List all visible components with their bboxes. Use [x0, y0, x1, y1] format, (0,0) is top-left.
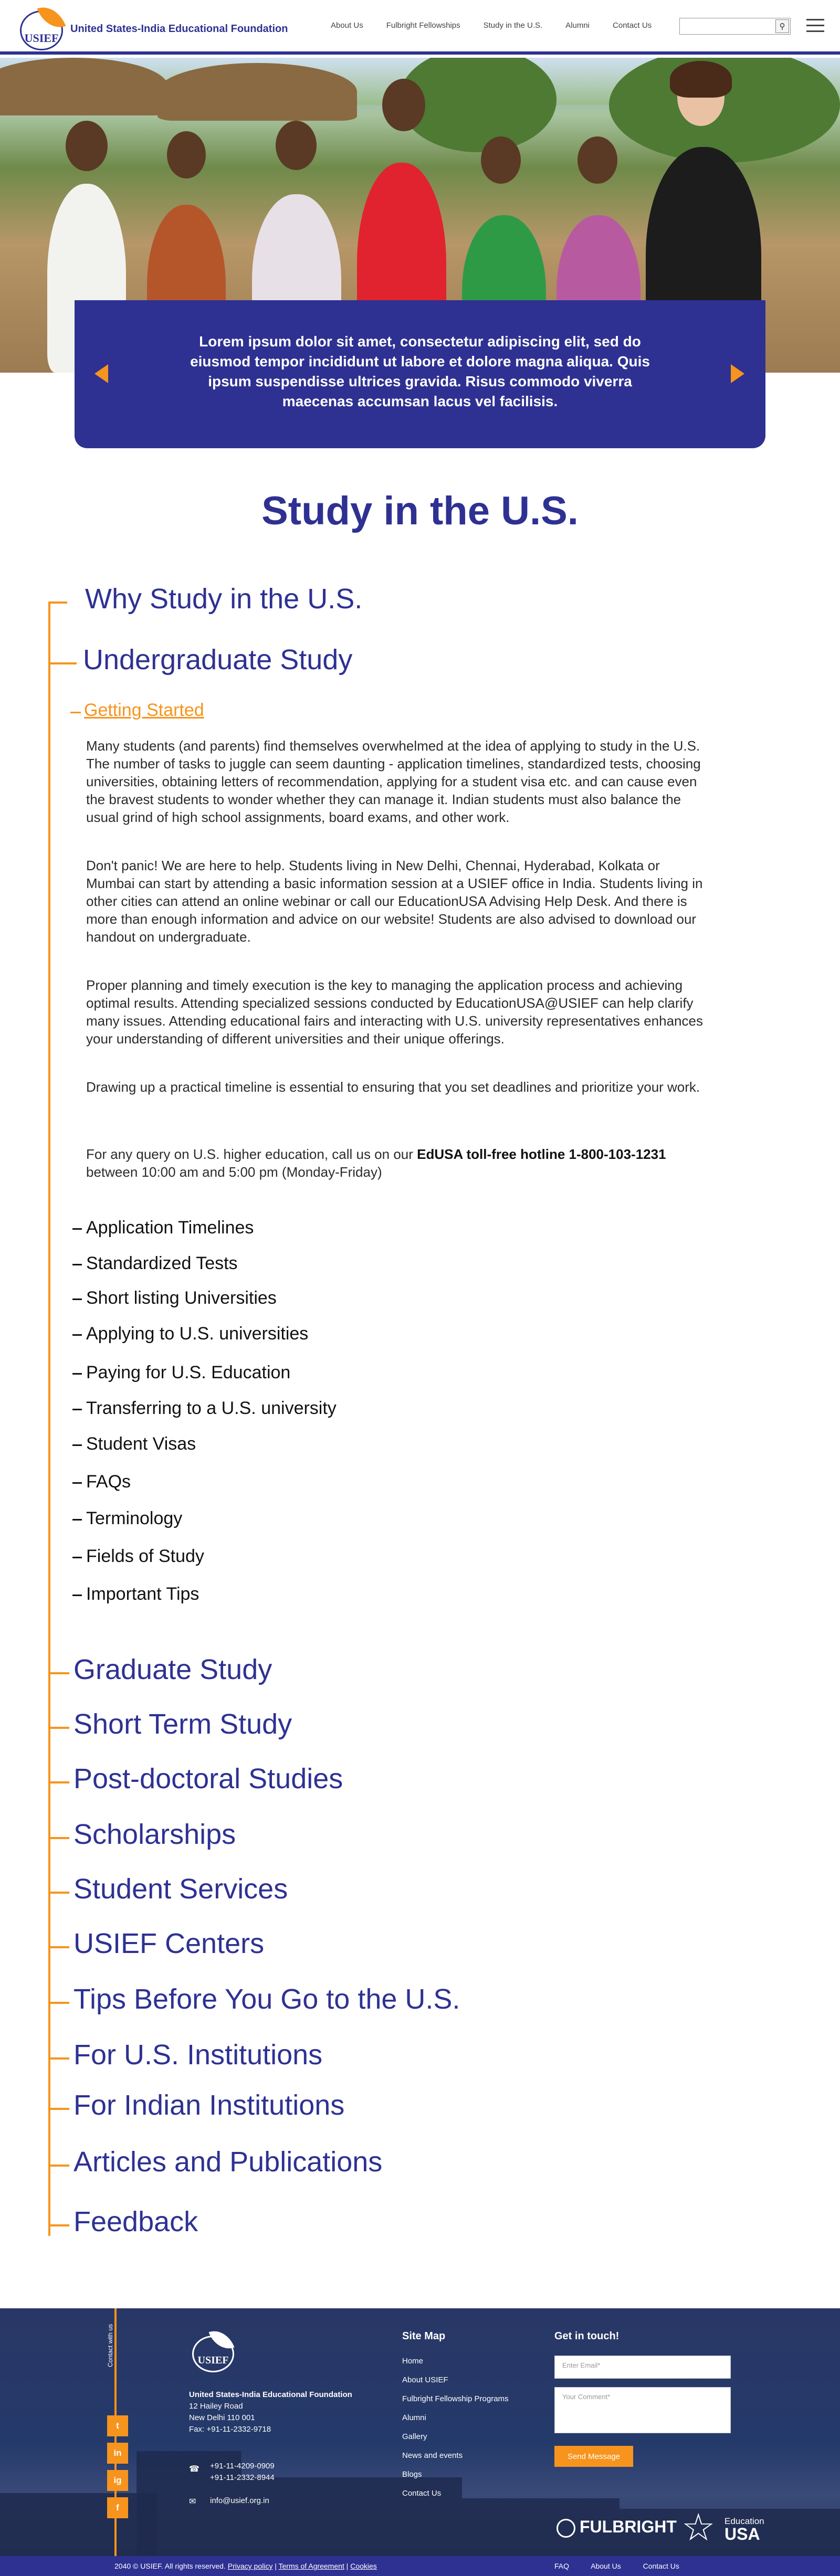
sitemap-link-gallery[interactable]: Gallery: [402, 2432, 427, 2441]
sub-item-dash: [72, 1557, 82, 1558]
section-student-services[interactable]: Student Services: [74, 1873, 288, 1905]
bottom-link-contact[interactable]: Contact Us: [643, 2562, 679, 2570]
brand-name[interactable]: United States-India Educational Foundation: [70, 23, 288, 35]
site-header: [0, 0, 840, 55]
nav-contact-us[interactable]: Contact Us: [613, 21, 652, 30]
carousel-next-icon[interactable]: [731, 364, 744, 383]
hero-head: [481, 136, 521, 184]
copyright: 2040 © USIEF. All rights reserved. Privacy policy | Terms of Agreement | Cookies: [114, 2562, 377, 2570]
sub-item-label: Fields of Study: [86, 1546, 204, 1566]
carousel-prev-icon[interactable]: [94, 364, 108, 383]
hero-head: [382, 79, 425, 131]
privacy-link[interactable]: Privacy policy: [227, 2562, 273, 2570]
getting-started-dash: [70, 712, 81, 713]
hero-hair: [670, 61, 732, 98]
sitemap-link-fulbright[interactable]: Fulbright Fellowship Programs: [402, 2394, 509, 2403]
sub-item-label: Short listing Universities: [86, 1288, 277, 1308]
hotline-number: EdUSA toll-free hotline 1-800-103-1231: [417, 1146, 666, 1162]
sitemap-link-news[interactable]: News and events: [402, 2451, 463, 2460]
hero-caption-text: Lorem ipsum dolor sit amet, consectetur adipiscing elit, sed do eiusmod tempor incididunt ut labore et dolore magna aliqua. Quis ipsum suspendisse ultrices gravida. Risus commodo viverra maecenas accumsan lacus vel facilisis.: [190, 333, 650, 409]
star-icon: ☆: [681, 2507, 716, 2549]
timeline-tick: [48, 662, 77, 664]
paragraph: Proper planning and timely execution is the key to managing the application process and achieving optimal results. Attending specialized sessions conducted by EducationUSA@USIEF can help clarify many issues. Attending educational fairs and interacting with U.S. university representatives enhances your understanding of different universities and their unique offerings.: [86, 977, 703, 1047]
sub-item-label: Applying to U.S. universities: [86, 1324, 309, 1344]
sub-item-terminology[interactable]: [72, 1508, 182, 1529]
timeline-tick: [48, 1781, 69, 1783]
sub-item-transferring[interactable]: [72, 1398, 337, 1419]
nav-study-in-us[interactable]: Study in the U.S.: [483, 21, 543, 30]
timeline-tick: [48, 2108, 69, 2110]
fulbright-label: FULBRIGHT: [580, 2517, 677, 2536]
hotline-prefix: For any query on U.S. higher education, call us on our: [86, 1146, 417, 1162]
timeline-tick: [48, 2165, 69, 2167]
phone-icon: ☎: [189, 2465, 200, 2474]
sitemap-link-blogs[interactable]: Blogs: [402, 2470, 422, 2479]
sub-item-label: Standardized Tests: [86, 1253, 238, 1273]
search-input[interactable]: [679, 18, 791, 35]
paragraph: Don't panic! We are here to help. Students living in New Delhi, Chennai, Hyderabad, Kolkata or Mumbai can start by attending a basic information session at a USIEF office in India. Students living in other cities can attend an online webinar or call our EducationUSA Advising Help Desk. And there is more than enough information and advice on our website! Students are also advised to download our handout on undergraduate.: [86, 858, 703, 945]
hotline-paragraph: [86, 1145, 706, 1181]
timeline-line: [48, 603, 50, 2236]
linkedin-icon[interactable]: in: [107, 2443, 128, 2464]
usief-logo[interactable]: [16, 4, 69, 50]
sitemap-link-about[interactable]: About USIEF: [402, 2376, 448, 2384]
send-message-button[interactable]: Send Message: [554, 2446, 633, 2467]
bottom-link-about[interactable]: About Us: [591, 2562, 621, 2570]
section-usief-centers[interactable]: USIEF Centers: [74, 1928, 265, 1959]
sub-item-label: Transferring to a U.S. university: [86, 1398, 337, 1418]
page-title: Study in the U.S.: [261, 489, 579, 533]
sub-item-label: Important Tips: [86, 1584, 200, 1604]
link-getting-started[interactable]: Getting Started: [84, 700, 204, 720]
sub-item-dash: [72, 1228, 82, 1230]
nav-fulbright-fellowships[interactable]: Fulbright Fellowships: [386, 21, 460, 30]
edusa-line1: Education: [724, 2516, 764, 2526]
main-nav: [331, 21, 675, 30]
sitemap-link-home[interactable]: Home: [402, 2357, 424, 2366]
instagram-icon[interactable]: ig: [107, 2470, 128, 2491]
sub-item-label: Application Timelines: [86, 1218, 254, 1238]
section-post-doctoral[interactable]: Post-doctoral Studies: [74, 1763, 343, 1794]
sub-item-important-tips[interactable]: [72, 1584, 199, 1604]
footer-org-name: United States-India Educational Foundation: [189, 2390, 352, 2399]
sub-item-dash: [72, 1482, 82, 1484]
bottom-bar: [0, 2556, 840, 2576]
hero-hut: [158, 63, 357, 121]
comment-field[interactable]: Your Comment*: [554, 2387, 731, 2433]
bottom-links: [554, 2562, 699, 2570]
section-articles-publications[interactable]: Articles and Publications: [74, 2146, 383, 2178]
bottom-link-faq[interactable]: FAQ: [554, 2562, 570, 2570]
footer-fax: Fax: +91-11-2332-9718: [189, 2425, 271, 2434]
paragraph: Many students (and parents) find themselves overwhelmed at the idea of applying to study in the U.S. The number of tasks to juggle can seem daunting - application timelines, standardized tests, choosing universities, obtaining letters of recommendation, applying for a student visa etc. and can cause even the bravest students to wonder whether they can manage it. Indian students must also balance the usual grind of high school assignments, board exams, and other work.: [86, 738, 701, 825]
contact-vertical-label: Contact with us: [107, 2324, 114, 2367]
fulbright-globe-icon: [556, 2519, 575, 2538]
sub-item-short-listing[interactable]: [72, 1288, 277, 1308]
email-field[interactable]: Enter Email*: [554, 2356, 731, 2379]
section-scholarships[interactable]: Scholarships: [74, 1819, 236, 1850]
section-short-term-study[interactable]: Short Term Study: [74, 1708, 292, 1740]
footer-skyline: [0, 2493, 158, 2556]
hero-head: [167, 131, 206, 178]
terms-link[interactable]: Terms of Agreement: [278, 2562, 344, 2570]
sub-item-dash: [72, 1373, 82, 1375]
nav-alumni[interactable]: Alumni: [565, 21, 590, 30]
sub-item-dash: [72, 1264, 82, 1265]
section-graduate-study[interactable]: Graduate Study: [74, 1654, 272, 1685]
twitter-icon[interactable]: t: [107, 2415, 128, 2436]
sub-item-dash: [72, 1595, 82, 1596]
footer-logo: [189, 2328, 239, 2372]
hamburger-line: [806, 25, 824, 26]
get-in-touch-title: Get in touch!: [554, 2330, 620, 2342]
sub-item-paying[interactable]: [72, 1363, 290, 1383]
edusa-line2: USA: [724, 2525, 760, 2543]
footer-address: [189, 2389, 352, 2435]
sub-item-dash: [72, 1519, 82, 1521]
sub-item-standardized-tests[interactable]: [72, 1253, 238, 1274]
section-for-us-institutions[interactable]: For U.S. Institutions: [74, 2039, 323, 2071]
hotline-suffix: between 10:00 am and 5:00 pm (Monday-Friday): [86, 1164, 382, 1180]
sub-item-label: FAQs: [86, 1472, 131, 1492]
footer-logo-text: USIEF: [197, 2355, 229, 2366]
timeline-tick: [48, 1837, 69, 1839]
hero-head: [578, 136, 617, 184]
sub-item-label: Student Visas: [86, 1434, 196, 1454]
footer-phone: +91-11-4209-0909: [210, 2462, 275, 2471]
cookies-link[interactable]: Cookies: [350, 2562, 377, 2570]
section-feedback[interactable]: Feedback: [74, 2206, 198, 2237]
footer-address-line: 12 Hailey Road: [189, 2402, 243, 2411]
timeline-tick: [48, 1892, 69, 1894]
section-tips-before-you-go[interactable]: Tips Before You Go to the U.S.: [74, 1983, 460, 2015]
sub-item-applying[interactable]: [72, 1324, 308, 1344]
timeline-tick: [48, 1946, 69, 1948]
sub-item-dash: [72, 1298, 82, 1300]
section-for-indian-institutions[interactable]: For Indian Institutions: [74, 2089, 345, 2121]
search-icon[interactable]: ⚲: [775, 19, 789, 33]
mail-icon: ✉: [189, 2497, 196, 2506]
copyright-text: 2040 © USIEF. All rights reserved.: [114, 2562, 226, 2570]
hero-head: [66, 121, 108, 171]
hamburger-line: [806, 19, 824, 20]
fulbright-logo[interactable]: [556, 2517, 677, 2538]
sub-item-label: Terminology: [86, 1508, 183, 1528]
sub-item-dash: [72, 1409, 82, 1410]
sitemap-link-alumni[interactable]: Alumni: [402, 2413, 426, 2422]
footer-phones: [210, 2461, 275, 2484]
footer-phone: +91-11-2332-8944: [210, 2473, 275, 2482]
sitemap-title: Site Map: [402, 2330, 446, 2342]
timeline-tick: [48, 1727, 69, 1729]
footer-address-line: New Delhi 110 001: [189, 2413, 255, 2422]
section-why-study[interactable]: Why Study in the U.S.: [85, 583, 363, 615]
hamburger-line: [806, 30, 824, 32]
sitemap-links: [402, 2357, 509, 2508]
timeline-tick: [48, 2224, 69, 2226]
nav-about-us[interactable]: About Us: [331, 21, 363, 30]
sub-item-label: Paying for U.S. Education: [86, 1363, 291, 1382]
hamburger-icon[interactable]: [806, 19, 824, 34]
timeline-tick: [48, 2002, 69, 2004]
timeline-tick: [48, 2057, 69, 2060]
paragraph: Drawing up a practical timeline is essential to ensuring that you set deadlines and prioritize your work.: [86, 1079, 700, 1095]
hero-caption-box: [75, 300, 765, 448]
logo-text: USIEF: [24, 31, 59, 45]
section-undergraduate[interactable]: Undergraduate Study: [83, 644, 353, 675]
facebook-icon[interactable]: f: [107, 2497, 128, 2518]
timeline-tick: [48, 601, 67, 604]
sub-item-student-visas[interactable]: [72, 1434, 196, 1454]
timeline-tick: [48, 1672, 69, 1674]
hero-head: [276, 121, 317, 170]
sub-item-application-timelines[interactable]: [72, 1218, 254, 1238]
sub-item-dash: [72, 1444, 82, 1446]
sub-item-faqs[interactable]: [72, 1472, 131, 1492]
sitemap-link-contact[interactable]: Contact Us: [402, 2489, 442, 2498]
site-footer: [0, 2308, 840, 2556]
sub-item-fields-of-study[interactable]: [72, 1546, 204, 1567]
sub-item-dash: [72, 1334, 82, 1336]
footer-email[interactable]: info@usief.org.in: [210, 2496, 269, 2505]
